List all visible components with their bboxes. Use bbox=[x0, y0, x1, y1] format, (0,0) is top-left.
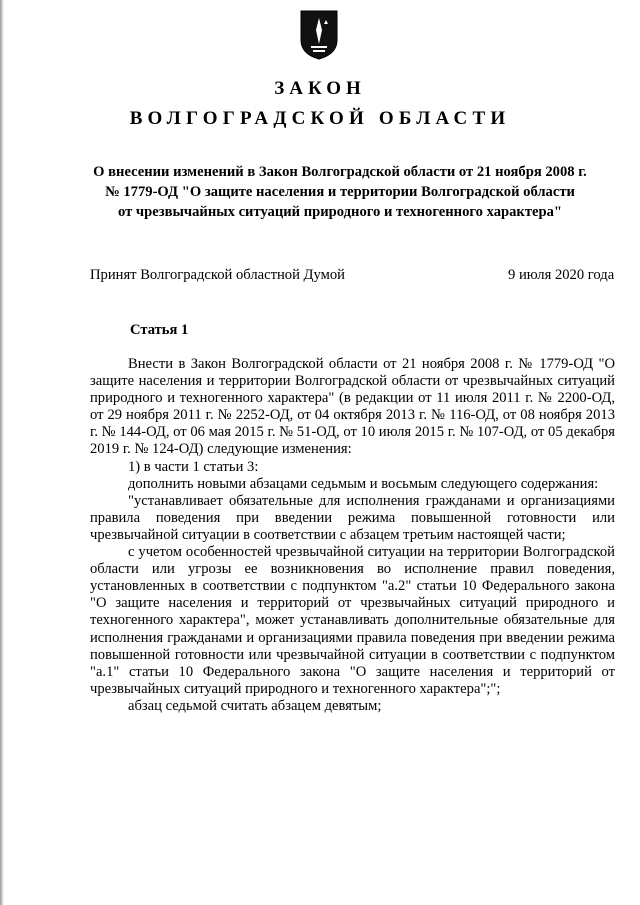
paragraph: 1) в части 1 статьи 3: bbox=[128, 458, 259, 475]
subject-line-3: от чрезвычайных ситуаций природного и техногенного характера" bbox=[118, 204, 562, 220]
article-heading: Статья 1 bbox=[130, 322, 189, 338]
coat-of-arms-icon bbox=[300, 10, 338, 60]
paragraph: абзац седьмой считать абзацем девятым; bbox=[128, 697, 382, 714]
paragraph: Внести в Закон Волгоградской области от 21 ноября 2008 г. № 1779-ОД "О защите населения и территории Волгоградской области от чрезвычайных ситуаций природного и техногенного характера" (в редакции от 11 июля 2011 г. № 2200-ОД, от 29 ноября 2011 г. № 2252-ОД, от 04 октября 2013 г. № 116-ОД, от 08 ноября 2013 г. № 144-ОД, от 06 мая 2015 г. № 51-ОД, от 10 июля 2015 г. № 107-ОД, от 05 декабря 2019 г. № 124-ОД) следующие изменения: bbox=[90, 356, 615, 458]
paragraph: "устанавливает обязательные для исполнения гражданами и организациями правила поведения при введении режима повышенной готовности или чрезвычайной ситуации в соответствии с абзацем третьим настоящей части; bbox=[90, 492, 615, 543]
adopted-by: Принят Волгоградской областной Думой bbox=[90, 267, 345, 283]
paragraph: дополнить новыми абзацами седьмым и восьмым следующего содержания: bbox=[128, 475, 599, 492]
law-subject bbox=[80, 162, 600, 222]
scan-edge-shadow bbox=[0, 0, 4, 905]
subject-line-2: № 1779-ОД "О защите населения и территории Волгоградской области bbox=[105, 184, 575, 200]
adoption-date: 9 июля 2020 года bbox=[508, 267, 615, 283]
paragraph: с учетом особенностей чрезвычайной ситуации на территории Волгоградской области или угрозы ее возникновения во исполнение правил поведения, установленных в соответствии с подпунктом "а.2" статьи 10 Федерального закона "О защите населения и территорий от чрезвычайных ситуаций природного и техногенного характера", может устанавливать дополнительные обязательные для исполнения гражданами и организациями правила поведения при введении режима повышенной готовности или чрезвычайной ситуации в соответствии с подпунктом "а.1" статьи 10 Федерального закона "О защите населения и территорий от чрезвычайных ситуаций природного и техногенного характера";"; bbox=[90, 544, 615, 697]
region-title: ВОЛГОГРАДСКОЙ ОБЛАСТИ bbox=[129, 108, 511, 129]
law-title: ЗАКОН bbox=[274, 78, 366, 99]
article-body bbox=[90, 356, 615, 715]
subject-line-1: О внесении изменений в Закон Волгоградской области от 21 ноября 2008 г. bbox=[93, 164, 587, 180]
